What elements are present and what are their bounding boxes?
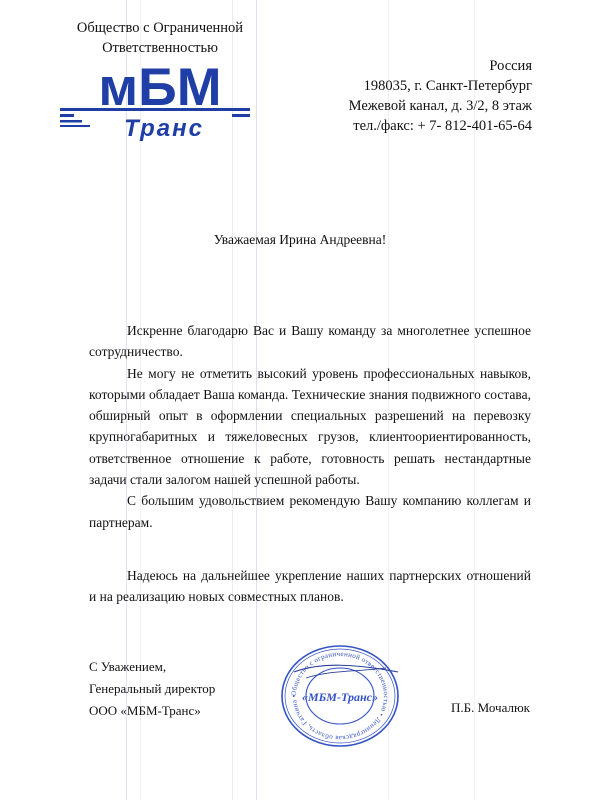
body-paragraph-4: Надеюсь на дальнейшее укрепление наших партнерских отношений и на реализацию новых совместных планов. — [89, 567, 531, 605]
body-paragraph-2: Не могу не отметить высокий уровень профессиональных навыков, которыми обладает Ваша команда. Технические знания подвижного состава, обширный опыт в оформлении специальных разрешений на перевозку крупногабаритных и тяжеловесных грузов, клиентоориентированность, ответственное отношение к работе, готовность решать нестандартные задачи стали залогом нашей успешной работы. — [89, 365, 531, 488]
address-street: Межевой канал, д. 3/2, 8 этаж — [348, 98, 532, 114]
company-stamp — [276, 642, 404, 750]
company-caption-line1: Общество с Ограниченной — [76, 20, 244, 36]
logo-bottom-text: Транс — [124, 115, 204, 142]
sender-address — [272, 56, 532, 136]
company-caption — [60, 18, 260, 58]
body-paragraph-1: Искренне благодарю Вас и Вашу команду за многолетнее успешное сотрудничество. — [89, 323, 531, 360]
company-logo — [60, 64, 250, 144]
logo-top-text: мБМ — [98, 64, 222, 117]
letter-body — [89, 320, 531, 608]
stamp-center-text: «МБМ-Транс» — [302, 690, 378, 704]
closing-company: ООО «МБМ-Транс» — [89, 703, 201, 718]
address-phone: тел./факс: + 7- 812-401-65-64 — [353, 118, 532, 134]
signer-name: П.Б. Мочалюк — [451, 700, 530, 715]
stamp-ring-text: Общество с ограниченной ответственностью • Ленинградская область, Гатчина • — [289, 649, 391, 743]
address-city: 198035, г. Санкт-Петербург — [363, 78, 532, 94]
closing-regards: С Уважением, — [89, 659, 167, 674]
body-paragraph-3: С большим удовольствием рекомендую Вашу компанию коллегам и партнерам. — [89, 493, 531, 530]
closing-block — [89, 656, 215, 722]
closing-position: Генеральный директор — [89, 681, 216, 696]
company-caption-line2: Ответственностью — [102, 40, 218, 56]
salutation: Уважаемая Ирина Андреевна! — [213, 232, 387, 247]
address-country: Россия — [489, 58, 532, 74]
